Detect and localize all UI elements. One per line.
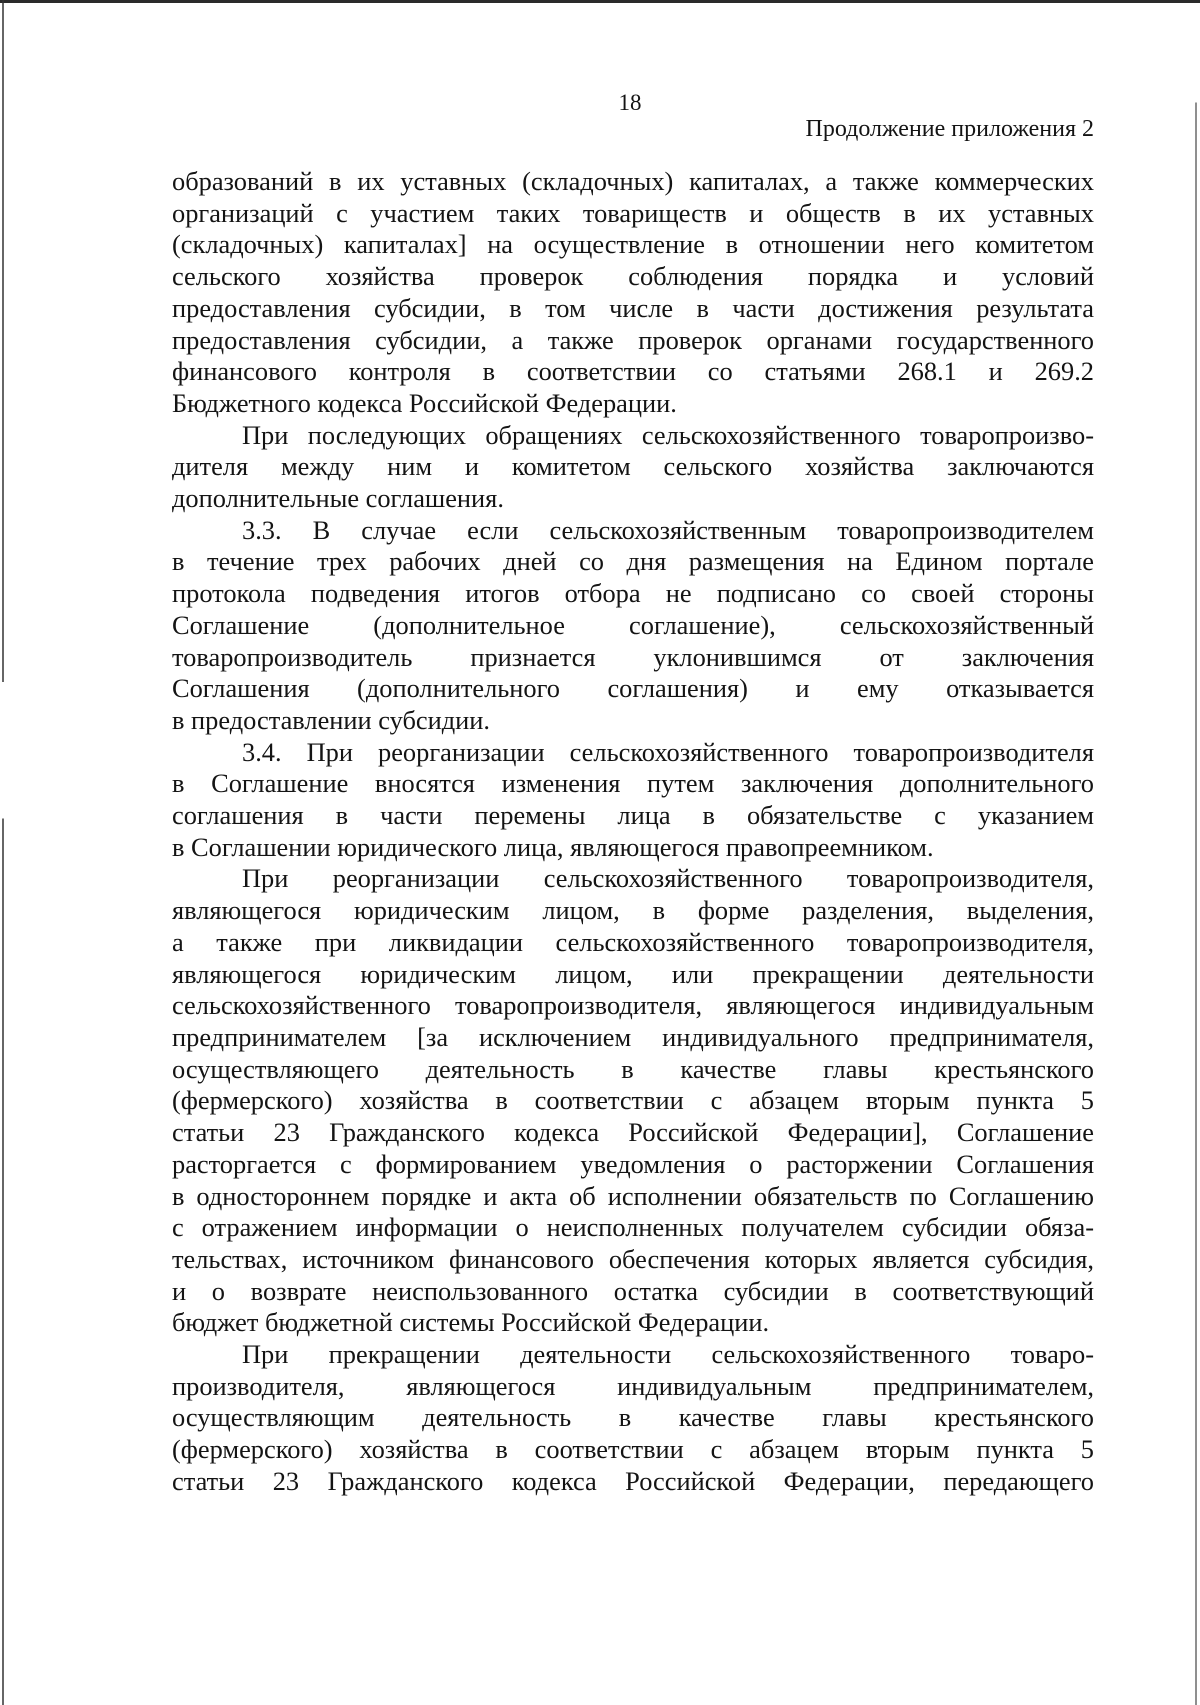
text-line: Бюджетного кодекса Российской Федерации. <box>172 387 677 418</box>
text-line: При прекращении деятельности сельскохозяйственного товаро- <box>242 1339 1094 1370</box>
text-line: 3.4. При реорганизации сельскохозяйственного товаропроизводителя <box>242 736 1094 767</box>
text-line: являющегося юридическим лицом, в форме разделения, выделения, <box>172 895 1094 926</box>
text-line: предоставления субсидии, в том числе в части достижения результата <box>172 292 1094 323</box>
paragraph-5 <box>172 863 1094 1339</box>
text-line: сельскохозяйственного товаропроизводителя, являющегося индивидуальным <box>172 990 1094 1021</box>
text-line: в течение трех рабочих дней со дня размещения на Едином портале <box>172 546 1094 577</box>
text-line: (фермерского) хозяйства в соответствии с абзацем вторым пункта 5 <box>172 1085 1094 1116</box>
text-line: предоставления субсидии, а также проверок органами государственного <box>172 324 1094 355</box>
text-line: товаропроизводитель признается уклонившимся от заключения <box>172 641 1094 672</box>
text-line: статьи 23 Гражданского кодекса Российской Федерации], Соглашение <box>172 1117 1094 1148</box>
text-line: дителя между ним и комитетом сельского хозяйства заключаются <box>172 451 1094 482</box>
text-line: Соглашения (дополнительного соглашения) и ему отказывается <box>172 673 1094 704</box>
text-line: При реорганизации сельскохозяйственного товаропроизводителя, <box>242 863 1094 894</box>
text-line: 3.3. В случае если сельскохозяйственным товаропроизводителем <box>242 514 1094 545</box>
scan-top-edge <box>0 0 1200 3</box>
document-body <box>172 166 1094 1498</box>
text-line: соглашения в части перемены лица в обязательстве с указанием <box>172 800 1094 831</box>
text-line: в Соглашении юридического лица, являющегося правопреемником. <box>172 831 934 862</box>
text-line: образований в их уставных (складочных) капиталах, а также коммерческих <box>172 166 1094 196</box>
text-line: в предоставлении субсидии. <box>172 704 491 735</box>
text-line: дополнительные соглашения. <box>172 483 504 514</box>
text-line: предпринимателем [за исключением индивидуального предпринимателя, <box>172 1021 1094 1052</box>
text-line: в Соглашение вносятся изменения путем заключения дополнительного <box>172 768 1094 799</box>
text-line: (складочных) капиталах] на осуществление в отношении него комитетом <box>172 229 1094 260</box>
scan-left-edge <box>2 0 4 1705</box>
paragraph-3 <box>172 515 1094 737</box>
paragraph-6 <box>172 1339 1094 1498</box>
paragraph-4 <box>172 737 1094 864</box>
text-line: осуществляющего деятельность в качестве главы крестьянского <box>172 1053 1094 1084</box>
text-line: и о возврате неиспользованного остатка субсидии в соответствующий <box>172 1275 1094 1306</box>
text-line: (фермерского) хозяйства в соответствии с абзацем вторым пункта 5 <box>172 1434 1094 1465</box>
scan-right-edge <box>1195 0 1197 1705</box>
text-line: организаций с участием таких товариществ и обществ в их уставных <box>172 197 1094 228</box>
page-number: 18 <box>618 90 642 115</box>
text-line: сельского хозяйства проверок соблюдения порядка и условий <box>172 261 1094 292</box>
text-line: тельствах, источником финансового обеспечения которых является субсидия, <box>172 1243 1094 1274</box>
appendix-continuation-note: Продолжение приложения 2 <box>805 116 1094 142</box>
text-line: в одностороннем порядке и акта об исполнении обязательств по Соглашению <box>172 1180 1094 1211</box>
text-line: расторгается с формированием уведомления о расторжении Соглашения <box>172 1148 1094 1179</box>
text-line: При последующих обращениях сельскохозяйственного товаропроизво- <box>242 419 1094 450</box>
text-line: финансового контроля в соответствии со статьями 268.1 и 269.2 <box>172 356 1094 387</box>
text-line: осуществляющим деятельность в качестве главы крестьянского <box>172 1402 1094 1433</box>
paragraph-1 <box>172 166 1094 420</box>
text-line: с отражением информации о неисполненных получателем субсидии обяза- <box>172 1212 1094 1243</box>
text-line: протокола подведения итогов отбора не подписано со своей стороны <box>172 578 1094 609</box>
paragraph-2 <box>172 420 1094 515</box>
text-line: являющегося юридическим лицом, или прекращении деятельности <box>172 958 1094 989</box>
text-line: бюджет бюджетной системы Российской Федерации. <box>172 1307 770 1338</box>
text-line: производителя, являющегося индивидуальным предпринимателем, <box>172 1370 1094 1401</box>
text-line: статьи 23 Гражданского кодекса Российской Федерации, передающего <box>172 1465 1094 1496</box>
text-line: а также при ликвидации сельскохозяйственного товаропроизводителя, <box>172 926 1094 957</box>
text-line: Соглашение (дополнительное соглашение), сельскохозяйственный <box>172 609 1094 640</box>
